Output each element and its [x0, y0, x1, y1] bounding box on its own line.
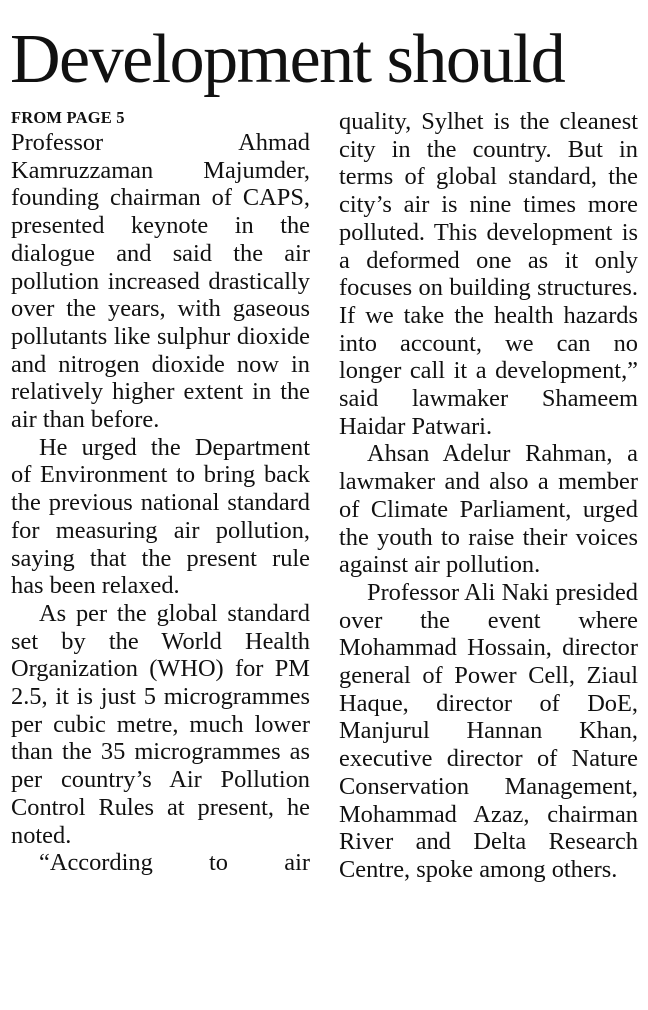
article-paragraph: As per the global standard set by the World Health Organization (WHO) for PM 2.5, it is just 5 microgrammes per cubic metre, much lower than the 35 microgrammes as per country’s Air Pollution Control Rules at present, he noted. [11, 599, 310, 849]
right-column [339, 108, 638, 884]
article-paragraph: Professor Ali Naki presided over the event where Mohammad Hossain, director general of Power Cell, Ziaul Haque, director of DoE, Manjurul Hannan Khan, executive director of Nature Conservation Management, Mohammad Azaz, chairman River and Delta Research Centre, spoke among others. [339, 578, 638, 883]
left-column [11, 108, 310, 877]
continuation-kicker: FROM PAGE 5 [11, 108, 125, 127]
headline: Development should [10, 21, 565, 98]
article-paragraph: “According to air [39, 849, 310, 877]
article-paragraph: quality, Sylhet is the cleanest city in the country. But in terms of global standard, the city’s air is nine times more polluted. This development is a deformed one as it only focuses on building structures. If we take the health hazards into account, we can no longer call it a development,” said lawmaker Shameem Haidar Patwari. [339, 108, 638, 440]
article-paragraph: Professor Ahmad Kamruzzaman Majumder, founding chairman of CAPS, presented keynote in the dialogue and said the air pollution increased drastically over the years, with gaseous pollutants like sulphur dioxide and nitrogen dioxide now in relatively higher extent in the air than before. [11, 129, 310, 434]
article-paragraph: He urged the Department of Environment to bring back the previous national standard for measuring air pollution, saying that the present rule has been relaxed. [11, 433, 310, 600]
article-paragraph: Ahsan Adelur Rahman, a lawmaker and also a member of Climate Parliament, urged the youth to raise their voices against air pollution. [339, 440, 638, 579]
